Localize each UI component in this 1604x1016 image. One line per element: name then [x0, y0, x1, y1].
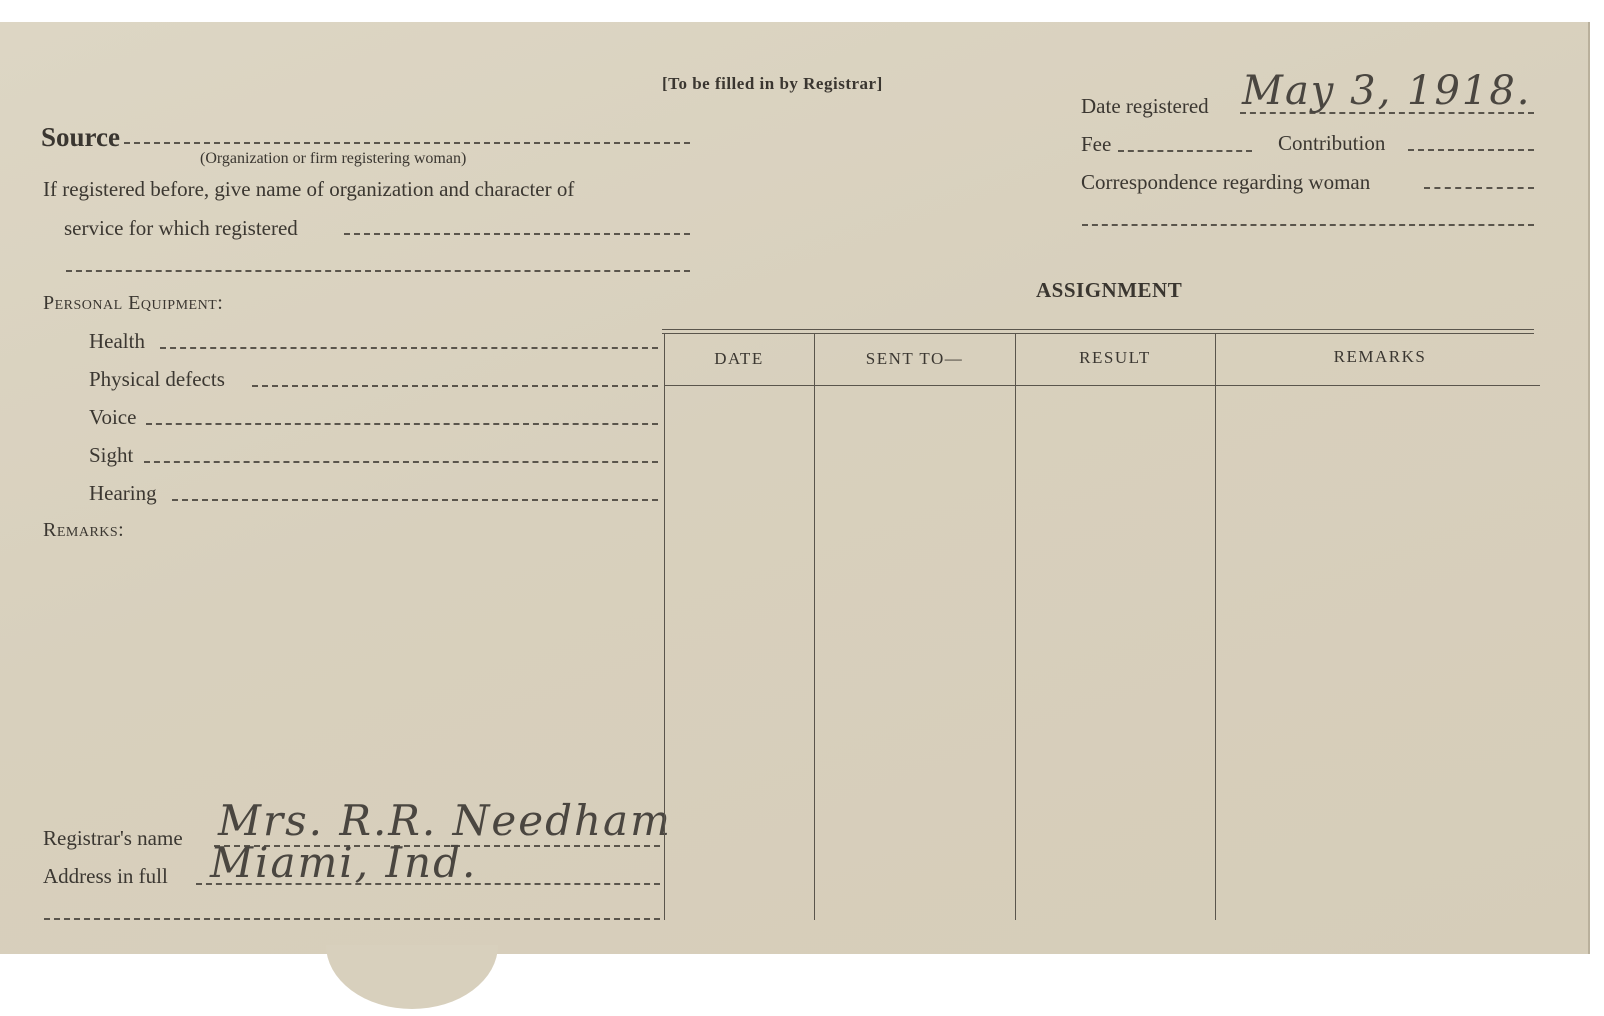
correspondence-label: Correspondence regarding woman [1081, 170, 1371, 194]
voice-field[interactable] [146, 423, 658, 425]
address-handwriting: Miami, Ind. [210, 838, 478, 887]
personal-equipment-label: Personal Equipment: [43, 292, 224, 314]
registered-before-field[interactable] [344, 233, 690, 235]
source-hint: (Organization or firm registering woman) [200, 150, 467, 167]
contribution-label: Contribution [1278, 131, 1386, 155]
address-label: Address in full [43, 864, 168, 888]
remarks-label: Remarks: [43, 519, 125, 541]
fee-field[interactable] [1118, 150, 1252, 152]
voice-label: Voice [89, 405, 137, 429]
table-divider-2 [1015, 334, 1016, 920]
health-field[interactable] [160, 347, 658, 349]
registered-before-field-2[interactable] [66, 270, 690, 272]
address-field-2[interactable] [44, 918, 660, 920]
fee-label: Fee [1081, 132, 1112, 156]
table-top-rule-2 [662, 333, 1534, 334]
source-label: Source [41, 122, 120, 152]
physical-defects-label: Physical defects [89, 367, 225, 391]
column-header-date: DATE [714, 349, 764, 368]
sight-label: Sight [89, 443, 134, 467]
date-registered-handwriting: May 3, 1918. [1242, 68, 1532, 114]
table-header-rule [664, 385, 1540, 386]
column-header-result: RESULT [1079, 348, 1151, 367]
column-header-sent-to: SENT TO— [865, 349, 964, 368]
table-border-left [664, 334, 665, 920]
registered-before-label-2: service for which registered [64, 216, 298, 240]
health-label: Health [89, 329, 145, 353]
registered-before-label: If registered before, give name of organization and character of [43, 177, 575, 201]
table-divider-1 [814, 334, 815, 920]
hearing-label: Hearing [89, 481, 157, 505]
date-registered-label: Date registered [1081, 94, 1209, 118]
correspondence-field[interactable] [1424, 187, 1534, 189]
column-header-remarks: REMARKS [1333, 347, 1427, 366]
contribution-field[interactable] [1408, 149, 1534, 151]
card-tab [326, 945, 498, 1009]
source-field[interactable] [124, 142, 690, 144]
table-top-rule [662, 329, 1534, 330]
correspondence-field-2[interactable] [1082, 224, 1534, 226]
table-divider-3 [1215, 334, 1216, 920]
sight-field[interactable] [144, 461, 658, 463]
registrar-name-label: Registrar's name [43, 826, 183, 850]
registrar-note: [To be filled in by Registrar] [662, 74, 883, 93]
assignment-title: ASSIGNMENT [1036, 278, 1183, 302]
hearing-field[interactable] [172, 499, 658, 501]
registrar-name-handwriting: Mrs. R.R. Needham [218, 796, 672, 845]
physical-defects-field[interactable] [252, 385, 658, 387]
